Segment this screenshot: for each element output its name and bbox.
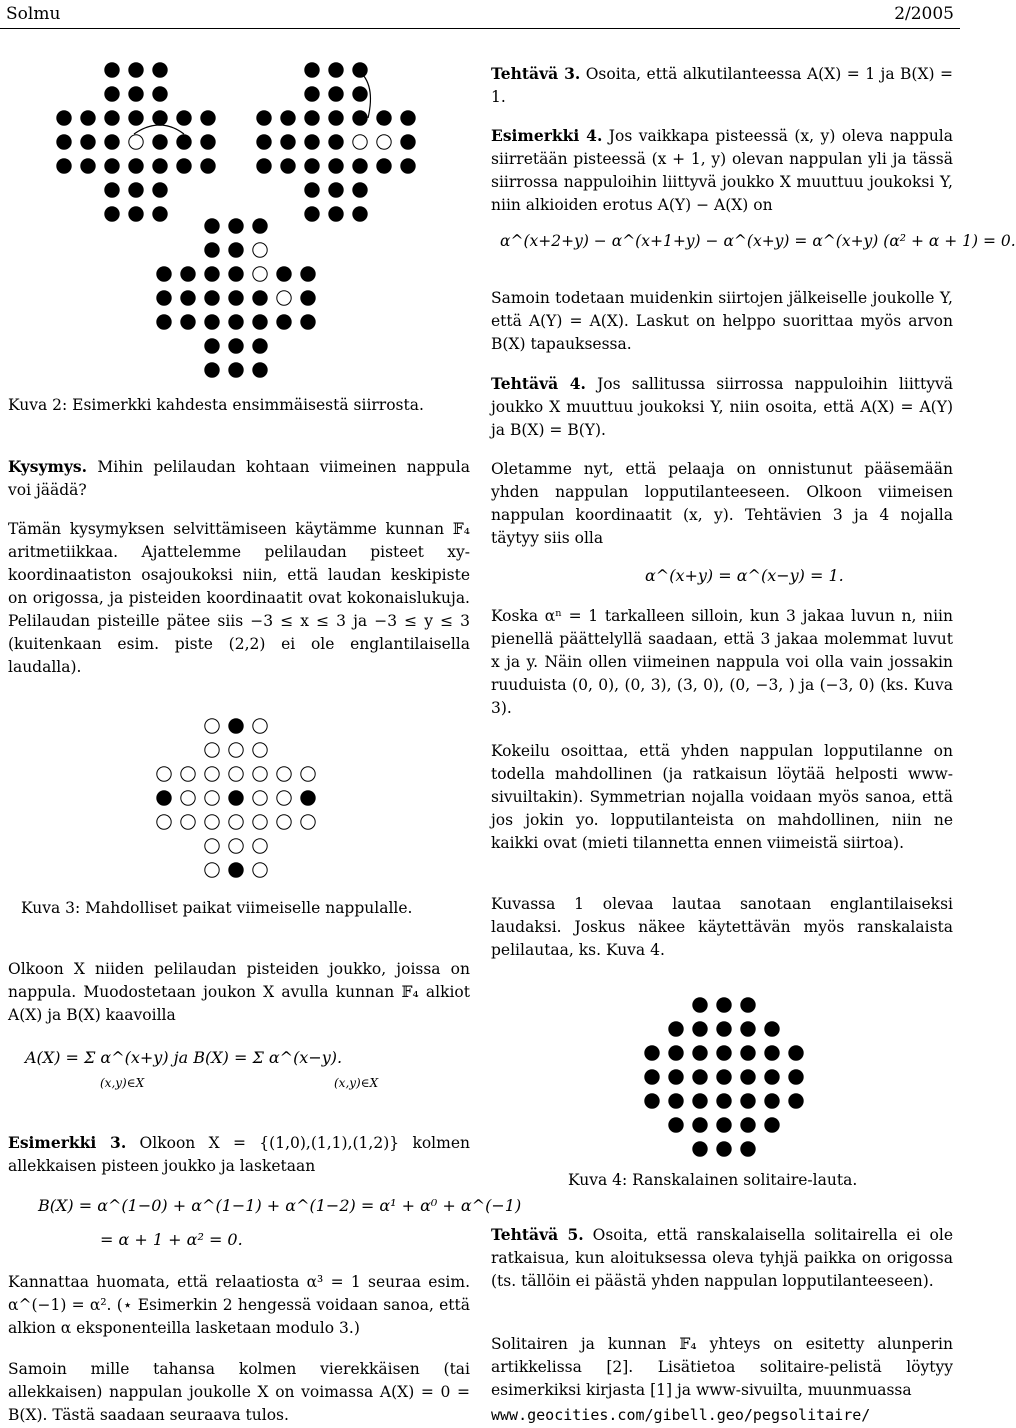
equation-b-line-1: B(X) = α^(1−0) + α^(1−1) + α^(1−2) = α¹ + α⁰ + α^(−1) [38, 1196, 522, 1215]
empty-hole [253, 743, 267, 757]
peg [741, 998, 755, 1012]
peg [157, 791, 171, 805]
peg [105, 207, 119, 221]
peg [305, 183, 319, 197]
peg [329, 183, 343, 197]
empty-hole [229, 743, 243, 757]
peg [305, 135, 319, 149]
peg [693, 1094, 707, 1108]
peg [401, 159, 415, 173]
peg [229, 315, 243, 329]
peg [717, 1118, 731, 1132]
exercise-4-text: Jos sallitussa siirrossa nappuloihin liittyvä joukko X muuttuu joukoksi Y, niin osoita, että A(X) = A(Y) ja B(X) = B(Y). [491, 375, 954, 439]
peg [105, 159, 119, 173]
peg [129, 159, 143, 173]
peg [329, 63, 343, 77]
empty-hole [205, 767, 219, 781]
empty-hole [253, 815, 267, 829]
board-example-move-3 [152, 214, 322, 374]
empty-hole [181, 815, 195, 829]
empty-hole [377, 135, 391, 149]
peg [765, 1070, 779, 1084]
peg [205, 363, 219, 377]
empty-hole [253, 863, 267, 877]
exercise-3-label: Tehtävä 3. [491, 64, 581, 83]
peg [205, 291, 219, 305]
example-3-text: Olkoon X = {(1,0),(1,1),(1,2)} kolmen allekkaisen pisteen joukko ja lasketaan [8, 1134, 470, 1175]
question-text: Mihin pelilaudan kohtaan viimeinen nappula voi jäädä? [8, 458, 470, 499]
peg [353, 63, 367, 77]
empty-hole [277, 815, 291, 829]
move-arrow [134, 125, 184, 134]
peg [253, 315, 267, 329]
peg [253, 339, 267, 353]
empty-hole [253, 719, 267, 733]
peg [253, 291, 267, 305]
peg [305, 159, 319, 173]
peg [177, 159, 191, 173]
peg [717, 1094, 731, 1108]
peg [281, 111, 295, 125]
peg [229, 219, 243, 233]
empty-hole [229, 767, 243, 781]
peg [717, 998, 731, 1012]
peg [669, 1118, 683, 1132]
board-example-move-1 [52, 58, 222, 218]
peg [153, 183, 167, 197]
peg [693, 1046, 707, 1060]
peg [205, 267, 219, 281]
peg [377, 159, 391, 173]
caption-figure-4: Kuva 4: Ranskalainen solitaire-lauta. [568, 1171, 858, 1189]
empty-hole [253, 791, 267, 805]
peg [57, 159, 71, 173]
peg [301, 315, 315, 329]
peg [229, 791, 243, 805]
para-adjacent-text: Samoin mille tahansa kolmen vierekkäisen (tai allekkaisen) nappulan joukolle X on voimassa A(X) = 0 = B(X). Tästä saadaan seuraava tulos. [8, 1360, 470, 1424]
peg [57, 135, 71, 149]
caption-figure-2: Kuva 2: Esimerkki kahdesta ensimmäisestä siirrosta. [8, 396, 424, 414]
peg [693, 998, 707, 1012]
equation-sum-index-b: (x,y)∈X [334, 1076, 379, 1090]
example-4-label: Esimerkki 4. [491, 126, 603, 145]
peg [717, 1046, 731, 1060]
peg [353, 87, 367, 101]
peg [277, 315, 291, 329]
para-relation-text: Kannattaa huomata, että relaatiosta α³ = 1 seuraa esim. α^(−1) = α². (⋆ Esimerkin 2 hengessä voidaan sanoa, että alkion α eksponenteilla lasketaan modulo 3.) [8, 1273, 470, 1337]
peg [301, 291, 315, 305]
peg [205, 243, 219, 257]
peg [669, 1022, 683, 1036]
peg [205, 339, 219, 353]
caption-figure-3: Kuva 3: Mahdolliset paikat viimeiselle nappulalle. [21, 899, 413, 917]
peg [181, 267, 195, 281]
empty-hole [229, 815, 243, 829]
peg [741, 1070, 755, 1084]
reference-url: www.geocities.com/gibell.geo/pegsolitaire/ [491, 1406, 871, 1424]
exercise-4-label: Tehtävä 4. [491, 374, 586, 393]
peg [129, 111, 143, 125]
empty-hole [301, 815, 315, 829]
peg [789, 1046, 803, 1060]
peg [669, 1094, 683, 1108]
peg [229, 863, 243, 877]
peg [305, 111, 319, 125]
peg [201, 159, 215, 173]
peg [765, 1118, 779, 1132]
peg [105, 135, 119, 149]
peg [645, 1094, 659, 1108]
peg [257, 159, 271, 173]
empty-hole [205, 743, 219, 757]
equation-final-condition: α^(x+y) = α^(x−y) = 1. [645, 566, 844, 585]
peg [253, 363, 267, 377]
para-field-arithmetic-text: Tämän kysymyksen selvittämiseen käytämme kunnan 𝔽₄ aritmetiikkaa. Ajattelemme pelilaudan pisteet xy-koordinaatiston osajoukoksi niin, että laudan keskipiste on origossa, ja pisteiden koordinaatit ovat kokonaislukuja. Pelilaudan pisteille pätee siis −3 ≤ x ≤ 3 ja −3 ≤ y ≤ 3 (kuitenkaan esim. piste (2,2) ei ole englantilaisella laudalla). [8, 520, 470, 676]
peg [353, 159, 367, 173]
peg [329, 207, 343, 221]
peg [717, 1070, 731, 1084]
peg [81, 159, 95, 173]
peg [377, 111, 391, 125]
peg [105, 183, 119, 197]
peg [205, 219, 219, 233]
empty-hole [353, 135, 367, 149]
empty-hole [181, 767, 195, 781]
empty-hole [205, 839, 219, 853]
peg [253, 219, 267, 233]
question-label: Kysymys. [8, 457, 88, 476]
peg [741, 1094, 755, 1108]
peg [693, 1142, 707, 1156]
peg [717, 1022, 731, 1036]
board-example-move-2 [252, 58, 422, 218]
peg [157, 291, 171, 305]
peg [645, 1070, 659, 1084]
equation-difference: α^(x+2+y) − α^(x+1+y) − α^(x+y) = α^(x+y) (α² + α + 1) = 0. [500, 232, 1016, 250]
peg [105, 111, 119, 125]
peg [301, 267, 315, 281]
peg [765, 1022, 779, 1036]
peg [153, 111, 167, 125]
peg [401, 111, 415, 125]
peg [353, 183, 367, 197]
peg [153, 63, 167, 77]
para-since-text: Koska αⁿ = 1 tarkalleen silloin, kun 3 jakaa luvun n, niin pienellä päättelyllä saadaan, että 3 jakaa molemmat luvut x ja y. Näin ollen viimeinen nappula voi olla vain jossakin ruuduista (0, 0), (0, 3), (3, 0), (0, −3, ) ja (−3, 0) (ks. Kuva 3). [491, 607, 953, 717]
peg [229, 291, 243, 305]
para-experiment-text: Kokeilu osoittaa, että yhden nappulan lopputilanne on todella mahdollinen (ja ratkaisun löytää helposti www-sivuiltakin). Symmetrian nojalla voidaan myös sanoa, että jos jokin yo. lopputilanteista on mahdollinen, niin ne kaikki ovat (mieti tilannetta ennen viimeistä siirtoa). [491, 742, 953, 852]
equation-a-b: A(X) = Σ α^(x+y) ja B(X) = Σ α^(x−y). [25, 1048, 343, 1067]
peg [229, 267, 243, 281]
peg [129, 207, 143, 221]
peg [669, 1046, 683, 1060]
peg [329, 111, 343, 125]
empty-hole [129, 135, 143, 149]
peg [229, 243, 243, 257]
peg [153, 159, 167, 173]
peg [129, 183, 143, 197]
peg [741, 1142, 755, 1156]
equation-sum-index-a: (x,y)∈X [100, 1076, 145, 1090]
peg [329, 87, 343, 101]
peg [177, 135, 191, 149]
peg [157, 267, 171, 281]
empty-hole [253, 267, 267, 281]
peg [741, 1022, 755, 1036]
peg [105, 63, 119, 77]
exercise-5-label: Tehtävä 5. [491, 1225, 584, 1244]
empty-hole [205, 815, 219, 829]
exercise-3-text: Osoita, että alkutilanteessa A(X) = 1 ja B(X) = 1. [491, 65, 953, 106]
peg [305, 63, 319, 77]
peg [329, 135, 343, 149]
empty-hole [301, 767, 315, 781]
peg [353, 207, 367, 221]
peg [105, 87, 119, 101]
peg [129, 63, 143, 77]
empty-hole [229, 839, 243, 853]
peg [329, 159, 343, 173]
peg [201, 135, 215, 149]
peg [129, 87, 143, 101]
example-3-label: Esimerkki 3. [8, 1133, 127, 1152]
peg [741, 1046, 755, 1060]
empty-hole [277, 791, 291, 805]
peg [81, 111, 95, 125]
peg [157, 315, 171, 329]
peg [229, 339, 243, 353]
para-board-types-text: Kuvassa 1 olevaa lautaa sanotaan englantilaiseksi laudaksi. Joskus näkee käytettävän myös ranskalaista pelilautaa, ks. Kuva 4. [491, 895, 953, 959]
peg [693, 1070, 707, 1084]
peg [57, 111, 71, 125]
empty-hole [205, 791, 219, 805]
peg [177, 111, 191, 125]
peg [717, 1142, 731, 1156]
peg [669, 1070, 683, 1084]
peg [741, 1118, 755, 1132]
empty-hole [205, 863, 219, 877]
peg [765, 1094, 779, 1108]
peg [765, 1046, 779, 1060]
peg [153, 135, 167, 149]
example-4-text: Jos vaikkapa pisteessä (x, y) oleva nappula siirretään pisteessä (x + 1, y) olevan nappulan yli ja tässä siirrossa nappuloihin liittyvä joukko X muuttuu joukoksi Y, niin alkioiden erotus A(Y) − A(X) on [491, 127, 953, 214]
peg [81, 135, 95, 149]
empty-hole [205, 719, 219, 733]
para-similarly-text: Samoin todetaan muidenkin siirtojen jälkeiselle joukolle Y, että A(Y) = A(X). Laskut on helppo suorittaa myös arvon B(X) tapauksessa. [491, 289, 953, 353]
empty-hole [253, 767, 267, 781]
peg [181, 315, 195, 329]
header-issue: 2/2005 [894, 4, 954, 24]
board-french-solitaire [640, 993, 810, 1153]
para-assume-text: Oletamme nyt, että pelaaja on onnistunut pääsemään yhden nappulan lopputilanteeseen. Olkoon viimeisen nappulan koordinaatit (x, y). Tehtävien 3 ja 4 nojalla täytyy siis olla [491, 460, 953, 547]
board-possible-final-positions [152, 714, 322, 874]
peg [201, 111, 215, 125]
peg [301, 791, 315, 805]
empty-hole [277, 767, 291, 781]
peg [789, 1094, 803, 1108]
para-define-ab-text: Olkoon X niiden pelilaudan pisteiden joukko, joissa on nappula. Muodostetaan joukon X avulla kunnan 𝔽₄ alkiot A(X) ja B(X) kaavoilla [8, 960, 470, 1024]
header-rule [0, 28, 960, 29]
peg [693, 1118, 707, 1132]
peg [281, 135, 295, 149]
empty-hole [181, 791, 195, 805]
peg [305, 87, 319, 101]
peg [789, 1070, 803, 1084]
header-journal: Solmu [6, 4, 61, 24]
peg [353, 111, 367, 125]
peg [645, 1046, 659, 1060]
para-solitaire-field-text: Solitairen ja kunnan 𝔽₄ yhteys on esitetty alunperin artikkelissa [2]. Lisätietoa solitaire-pelistä löytyy esimerkiksi kirjasta [1] ja www-sivuilta, muunmuassa [491, 1335, 953, 1399]
empty-hole [253, 243, 267, 257]
peg [401, 135, 415, 149]
exercise-5-text: Osoita, että ranskalaisella solitairella ei ole ratkaisua, kun aloituksessa oleva tyhjä paikka on origossa (ts. tällöin ei päästä yhden nappulan lopputilanteeseen). [491, 1226, 953, 1290]
equation-b-line-2: = α + 1 + α² = 0. [100, 1230, 243, 1249]
peg [693, 1022, 707, 1036]
peg [281, 159, 295, 173]
empty-hole [157, 815, 171, 829]
empty-hole [277, 291, 291, 305]
peg [205, 315, 219, 329]
peg [229, 363, 243, 377]
peg [229, 719, 243, 733]
peg [257, 135, 271, 149]
empty-hole [157, 767, 171, 781]
peg [257, 111, 271, 125]
peg [181, 291, 195, 305]
peg [277, 267, 291, 281]
peg [153, 87, 167, 101]
empty-hole [253, 839, 267, 853]
